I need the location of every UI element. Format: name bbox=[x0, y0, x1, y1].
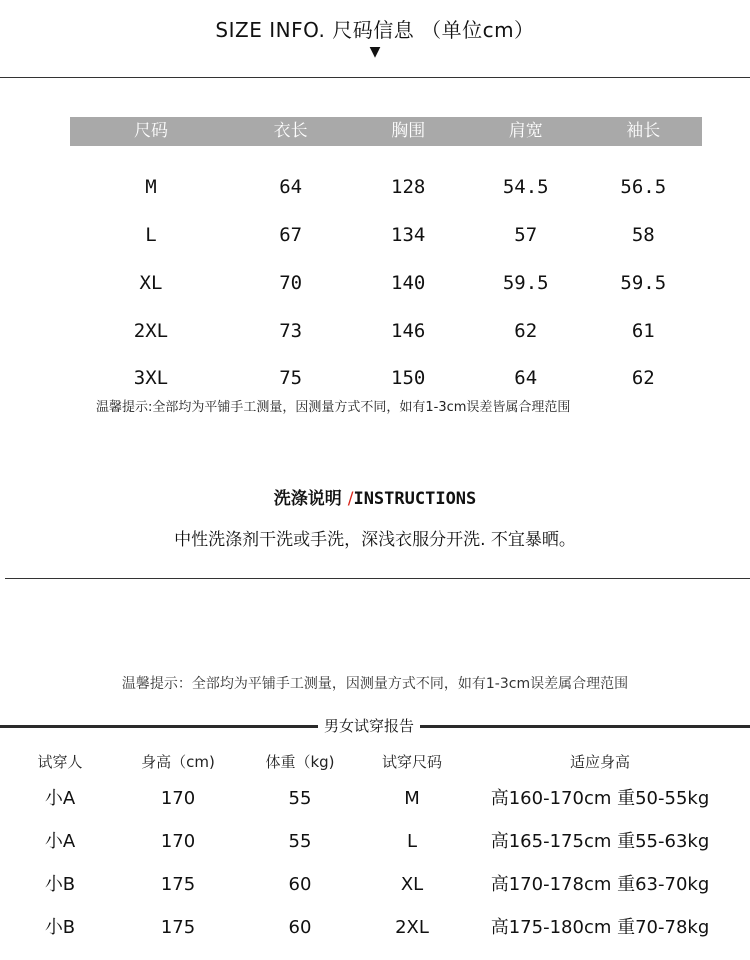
fit-cell: 170 bbox=[160, 788, 196, 809]
fit-cell: 高165-175cm 重55-63kg bbox=[490, 831, 710, 852]
instructions-title-cn: 洗涤说明 bbox=[273, 489, 342, 509]
fit-header-cell: 试穿人 bbox=[37, 753, 83, 771]
size-info-title: SIZE INFO. 尺码信息 （单位cm） bbox=[215, 18, 535, 42]
slash-separator: / bbox=[347, 489, 354, 509]
size-cell: 73 bbox=[279, 320, 303, 342]
size-header-cell: 尺码 bbox=[133, 121, 168, 141]
fit-cell: 小A bbox=[44, 831, 76, 852]
fit-cell: 小B bbox=[44, 874, 76, 895]
size-cell: 62 bbox=[514, 320, 538, 342]
size-cell: 64 bbox=[514, 367, 538, 389]
fit-cell: 55 bbox=[288, 831, 312, 852]
divider bbox=[5, 578, 750, 579]
fit-cell: 小A bbox=[44, 788, 76, 809]
fit-table-header bbox=[0, 750, 750, 774]
divider bbox=[0, 77, 750, 78]
size-cell: 75 bbox=[279, 367, 303, 389]
size-table-row bbox=[70, 220, 702, 250]
fit-cell: L bbox=[406, 831, 418, 852]
fit-header-cell: 适应身高 bbox=[569, 753, 630, 771]
size-header-cell: 袖长 bbox=[626, 121, 661, 141]
size-cell: 2XL bbox=[133, 320, 169, 342]
size-cell: 64 bbox=[279, 176, 303, 198]
size-cell: 59.5 bbox=[502, 272, 549, 294]
size-header-cell: 肩宽 bbox=[508, 121, 543, 141]
fit-note: 温馨提示：全部均为平铺手工测量，因测量方式不同，如有1-3cm误差属合理范围 bbox=[121, 676, 629, 692]
size-table-row bbox=[70, 172, 702, 202]
fit-report-title: 男女试穿报告 bbox=[318, 715, 420, 736]
size-cell: L bbox=[145, 224, 157, 246]
fit-cell: M bbox=[404, 788, 420, 809]
fit-cell: 60 bbox=[288, 874, 312, 895]
size-cell: 150 bbox=[391, 367, 426, 389]
size-header-cell: 衣长 bbox=[273, 121, 308, 141]
fit-cell: 175 bbox=[160, 917, 196, 938]
down-arrow-icon: ▼ bbox=[369, 44, 381, 60]
size-cell: 56.5 bbox=[620, 176, 667, 198]
fit-cell: 高175-180cm 重70-78kg bbox=[490, 917, 710, 938]
fit-cell: 60 bbox=[288, 917, 312, 938]
size-note: 温馨提示:全部均为平铺手工测量，因测量方式不同，如有1-3cm误差皆属合理范围 bbox=[96, 400, 571, 415]
size-cell: 59.5 bbox=[620, 272, 667, 294]
fit-cell: 2XL bbox=[395, 917, 429, 938]
size-cell: 58 bbox=[631, 224, 655, 246]
fit-header-cell: 身高（cm) bbox=[141, 753, 215, 771]
size-header-cell: 胸围 bbox=[391, 121, 426, 141]
size-cell: 128 bbox=[391, 176, 426, 198]
size-table-row bbox=[70, 363, 702, 393]
instructions-text: 中性洗涤剂干洗或手洗，深浅衣服分开洗. 不宜暴晒。 bbox=[174, 530, 576, 550]
size-cell: 146 bbox=[391, 320, 426, 342]
size-cell: 70 bbox=[279, 272, 303, 294]
size-cell: 140 bbox=[391, 272, 426, 294]
fit-cell: 高160-170cm 重50-55kg bbox=[490, 788, 710, 809]
size-cell: 61 bbox=[631, 320, 655, 342]
instructions-title-en: INSTRUCTIONS bbox=[353, 489, 477, 509]
fit-table-row bbox=[0, 784, 750, 814]
size-cell: M bbox=[145, 176, 157, 198]
size-cell: 57 bbox=[514, 224, 538, 246]
fit-cell: 55 bbox=[288, 788, 312, 809]
fit-table-row bbox=[0, 870, 750, 900]
size-cell: XL bbox=[139, 272, 163, 294]
size-cell: 62 bbox=[631, 367, 655, 389]
fit-cell: 高170-178cm 重63-70kg bbox=[490, 874, 710, 895]
fit-cell: 小B bbox=[44, 917, 76, 938]
fit-table-row bbox=[0, 827, 750, 857]
fit-header-cell: 体重（kg) bbox=[265, 753, 335, 771]
size-cell: 134 bbox=[391, 224, 426, 246]
instructions-title bbox=[0, 484, 750, 509]
size-cell: 3XL bbox=[133, 367, 169, 389]
fit-cell: 175 bbox=[160, 874, 196, 895]
fit-cell: XL bbox=[400, 874, 424, 895]
size-cell: 67 bbox=[279, 224, 303, 246]
size-table-row bbox=[70, 316, 702, 346]
fit-cell: 170 bbox=[160, 831, 196, 852]
size-cell: 54.5 bbox=[502, 176, 549, 198]
fit-header-cell: 试穿尺码 bbox=[381, 753, 442, 771]
size-table-header bbox=[70, 117, 702, 146]
fit-table-row bbox=[0, 913, 750, 943]
size-table-row bbox=[70, 268, 702, 298]
